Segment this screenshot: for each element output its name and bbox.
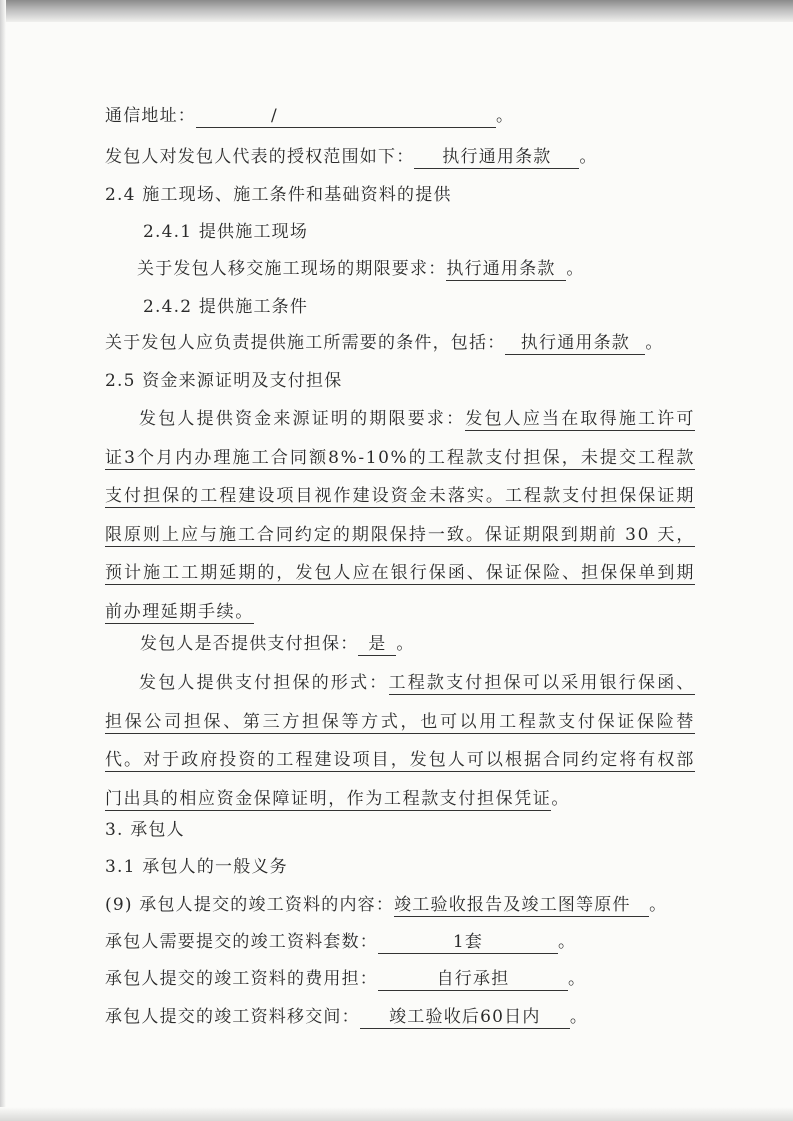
section-2-4-heading: 2.4 施工现场、施工条件和基础资料的提供 xyxy=(105,185,452,205)
site-handover-line xyxy=(137,257,585,281)
fund-proof-paragraph xyxy=(105,400,695,631)
fund-proof-label: 发包人提供资金来源证明的期限要求： xyxy=(139,409,466,429)
completion-docs-content-line xyxy=(105,893,667,917)
section-3-heading: 3. 承包人 xyxy=(105,820,185,840)
fund-proof-value: 发包人应当在取得施工许可证3个月内办理施工合同额8%-10%的工程款支付担保，未提交工程款支付担保的工程建设项目视作建设资金未落实。工程款支付担保保证期限原则上应与施工合同约定的期限保持一致。保证期限到期前 30 天，预计施工工期延期的，发包人应在银行保函、保证保险、担保保单到期前办理延期手续。 xyxy=(105,409,695,622)
scan-left-edge xyxy=(0,0,6,1121)
completion-docs-content-value: 竣工验收报告及竣工图等原件 xyxy=(394,894,649,917)
guarantee-form-value: 工程款支付担保可以采用银行保函、担保公司担保、第三方担保等方式，也可以用工程款支付保证保险替代。对于政府投资的工程建设项目，发包人可以根据合同约定将有权部门出具的相应资金保障证明，作为工程款支付担保凭证 xyxy=(105,673,695,809)
scan-bottom-shadow xyxy=(0,1107,793,1121)
conditions-value: 执行通用条款 xyxy=(505,332,645,355)
section-2-4-1-heading: 2.4.1 提供施工现场 xyxy=(143,222,309,242)
authority-value: 执行通用条款 xyxy=(414,146,579,169)
guarantee-provided-label: 发包人是否提供支付担保： xyxy=(140,634,359,654)
guarantee-form-paragraph xyxy=(105,664,695,818)
section-2-4-2-heading: 2.4.2 提供施工条件 xyxy=(143,297,309,317)
completion-docs-sets-line xyxy=(105,930,576,954)
guarantee-provided-value: 是 xyxy=(358,633,396,656)
authority-end: 。 xyxy=(579,147,598,167)
completion-docs-sets-end: 。 xyxy=(558,932,577,952)
site-handover-value: 执行通用条款 xyxy=(446,258,566,281)
guarantee-provided-end: 。 xyxy=(396,634,415,654)
address-label: 通信地址： xyxy=(105,106,196,126)
authority-line xyxy=(105,145,598,169)
address-value: / xyxy=(196,105,496,128)
conditions-label: 关于发包人应负责提供施工所需要的条件，包括： xyxy=(105,333,506,353)
conditions-end: 。 xyxy=(645,333,664,353)
completion-docs-time-end: 。 xyxy=(569,1007,589,1027)
conditions-line xyxy=(105,331,664,355)
authority-label: 发包人对发包人代表的授权范围如下： xyxy=(105,147,415,167)
completion-docs-cost-end: 。 xyxy=(568,969,587,989)
completion-docs-time-label: 承包人提交的竣工资料移交间： xyxy=(105,1007,360,1027)
section-3-1-heading: 3.1 承包人的一般义务 xyxy=(105,857,288,877)
guarantee-form-label: 发包人提供支付担保的形式： xyxy=(139,673,389,693)
completion-docs-cost-label: 承包人提交的竣工资料的费用担： xyxy=(105,969,378,989)
scan-top-shadow xyxy=(0,0,793,22)
section-2-5-heading: 2.5 资金来源证明及支付担保 xyxy=(105,371,343,391)
completion-docs-cost-value: 自行承担 xyxy=(378,968,568,991)
address-end: 。 xyxy=(496,106,515,126)
completion-docs-sets-label: 承包人需要提交的竣工资料套数： xyxy=(105,932,378,952)
guarantee-form-end: 。 xyxy=(551,788,571,809)
completion-docs-content-label: (9) 承包人提交的竣工资料的内容： xyxy=(105,895,395,915)
completion-docs-sets-value: 1套 xyxy=(378,931,558,954)
completion-docs-cost-line xyxy=(105,967,586,991)
completion-docs-content-end: 。 xyxy=(649,895,668,915)
completion-docs-time-line xyxy=(105,1005,588,1029)
completion-docs-time-value: 竣工验收后60日内 xyxy=(360,1006,570,1029)
address-line xyxy=(105,104,514,128)
site-handover-end: 。 xyxy=(566,259,585,279)
site-handover-label: 关于发包人移交施工现场的期限要求： xyxy=(137,259,447,279)
guarantee-provided-line xyxy=(140,632,415,656)
